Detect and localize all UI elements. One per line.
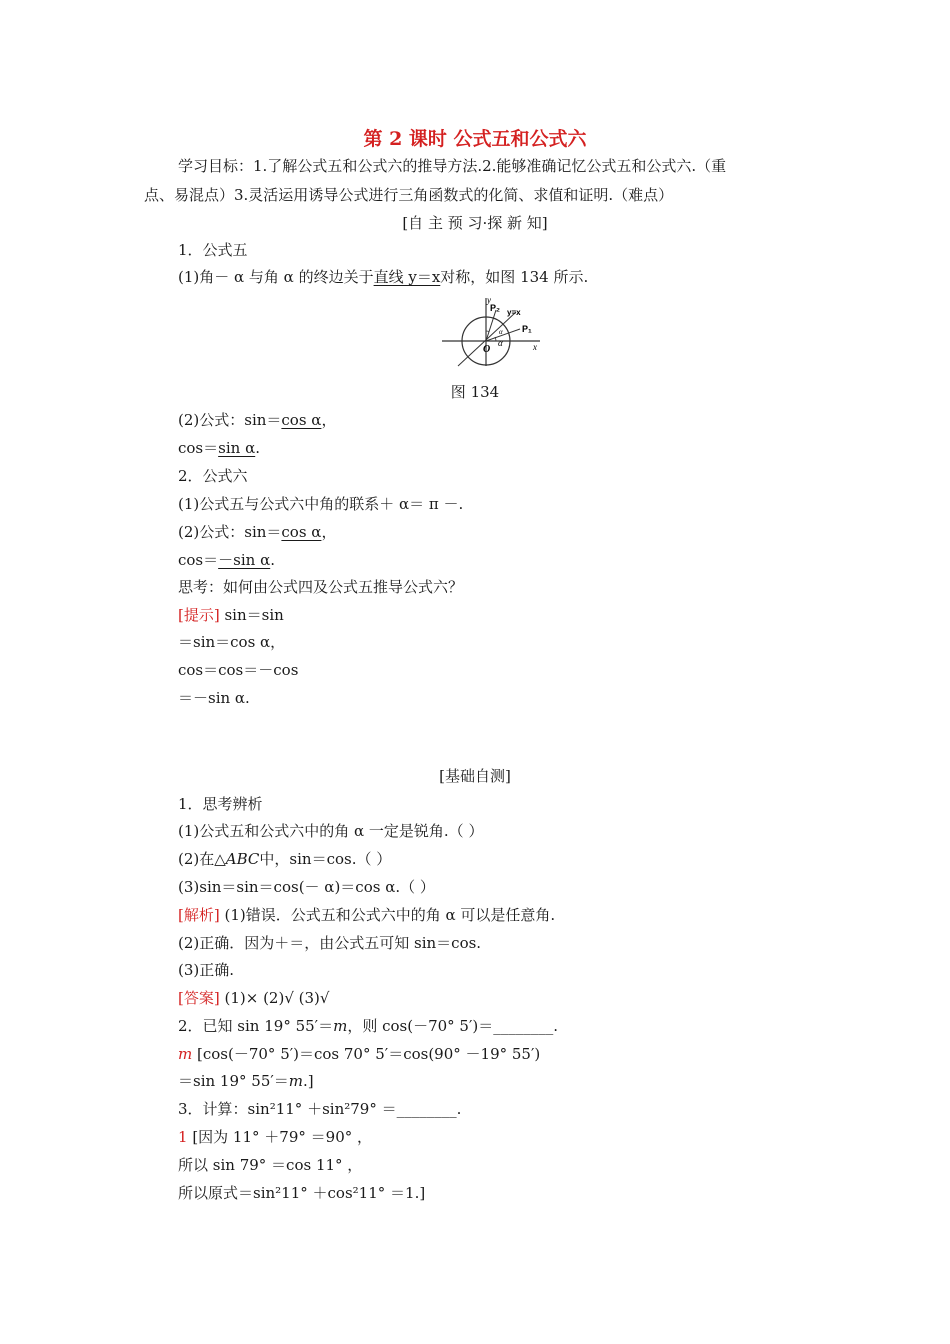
q3-solution-3: 所以原式＝sin²11° ＋cos²11° ＝1.] <box>178 1184 426 1202</box>
q2-question-after: ，则 cos(－70° 5′)＝________. <box>347 1017 559 1035</box>
q2-sol2-m: m <box>288 1072 304 1090</box>
answer-tag: [答案] <box>178 989 220 1007</box>
formula5-para-2 <box>178 410 336 430</box>
q2-answer: m <box>178 1045 193 1063</box>
formula5-heading: 1．公式五 <box>178 241 248 259</box>
triangle-abc: ABC <box>225 850 260 868</box>
formula5-p2-answer: cos α <box>281 411 322 429</box>
q1-item-2 <box>178 849 391 869</box>
q2-question-before: 2．已知 sin 19° 55′＝ <box>178 1017 334 1035</box>
formula6-p2-before: (2)公式：sin＝ <box>178 523 282 541</box>
formula6-p2-answer: cos α <box>281 523 322 541</box>
q1-analysis-1 <box>178 905 555 925</box>
formula5-p3-before: cos＝ <box>178 439 219 457</box>
unit-circle-figure <box>440 294 544 368</box>
x-label: x <box>533 342 537 352</box>
figure-caption: 图 134 <box>450 383 500 401</box>
think-hint-line-1 <box>178 605 284 625</box>
q2-sol-text-1: [cos(－70° 5′)＝cos 70° 5′＝cos(90° －19° 55′) <box>192 1045 541 1063</box>
lesson-title: 第 2 课时 公式五和公式六 <box>363 128 587 150</box>
think-hint-line-2: ＝sin＝cos α， <box>178 633 286 651</box>
origin-label: O <box>483 344 491 355</box>
alpha-label-2: α <box>499 328 503 336</box>
formula5-p1-answer: 直线 y＝x <box>373 268 441 286</box>
q2-sol2-before: ＝sin 19° 55′＝ <box>178 1072 289 1090</box>
q2-question-m: m <box>333 1017 348 1035</box>
alpha-label-1: α <box>498 338 503 348</box>
q3-solution-1 <box>178 1127 372 1147</box>
formula6-p3-before: cos＝ <box>178 551 219 569</box>
q3-answer: 1 <box>178 1128 188 1146</box>
formula5-p1-before: (1)角－ α 与角 α 的终边关于 <box>178 268 374 286</box>
formula5-p3-answer: sin α <box>218 439 256 457</box>
p1-label: P₁ <box>522 324 532 334</box>
q1-item2-before: (2)在△ <box>178 850 226 868</box>
q3-question: 3．计算：sin²11° ＋sin²79° ＝________. <box>178 1100 462 1118</box>
objectives-line-2: 点、易混点）3.灵活运用诱导公式进行三角函数式的化简、求值和证明.（难点） <box>144 186 674 204</box>
formula5-para-1 <box>178 267 588 287</box>
section-header-selftest: [基础自测] <box>439 767 511 785</box>
ray-op2 <box>486 310 496 341</box>
formula5-p1-after: 对称，如图 134 所示. <box>440 268 589 286</box>
formula6-para-1: (1)公式五与公式六中角的联系＋ α＝ π －. <box>178 495 464 513</box>
formula5-p2-after: ， <box>321 411 337 429</box>
p2-label: P₂ <box>490 303 501 313</box>
q2-solution-2 <box>178 1071 314 1091</box>
q1-heading: 1．思考辨析 <box>178 795 263 813</box>
q1-item-3: (3)sin＝sin＝cos(－ α)＝cos α.（ ） <box>178 878 435 896</box>
hint-text-1: sin＝sin <box>219 606 284 624</box>
formula6-para-3 <box>178 550 275 570</box>
formula6-heading: 2．公式六 <box>178 467 248 485</box>
line-label: y=x <box>507 308 521 317</box>
objectives-line-1: 学习目标：1.了解公式五和公式六的推导方法.2.能够准确记忆公式五和公式六.（重 <box>178 157 727 175</box>
q3-solution-2: 所以 sin 79° ＝cos 11° ， <box>178 1156 363 1174</box>
formula6-p3-answer: －sin α <box>218 551 271 569</box>
formula6-p2-after: ， <box>321 523 337 541</box>
q1-item-1: (1)公式五和公式六中的角 α 一定是锐角.（ ） <box>178 822 484 840</box>
think-question: 思考：如何由公式四及公式五推导公式六？ <box>178 578 464 596</box>
formula6-para-2 <box>178 522 336 542</box>
section-header-preview: [自 主 预 习·探 新 知] <box>402 214 548 232</box>
analysis-text-1: (1)错误．公式五和公式六中的角 α 可以是任意角. <box>219 906 556 924</box>
q2-question <box>178 1016 558 1036</box>
q1-analysis-2: (2)正确．因为＋＝，由公式五可知 sin＝cos. <box>178 934 482 952</box>
analysis-tag: [解析] <box>178 906 220 924</box>
formula6-p3-after: . <box>270 551 275 569</box>
y-label: y <box>487 295 491 305</box>
q1-analysis-3: (3)正确. <box>178 961 235 979</box>
q2-solution-1 <box>178 1044 540 1064</box>
q3-sol-text-1: [因为 11° ＋79° ＝90° ， <box>187 1128 373 1146</box>
q1-item2-after: 中，sin＝cos.（ ） <box>259 850 392 868</box>
think-hint-line-4: ＝－sin α. <box>178 689 250 707</box>
formula5-p3-after: . <box>255 439 260 457</box>
answer-text: (1)× (2)√ (3)√ <box>219 989 330 1007</box>
q1-answer <box>178 988 329 1008</box>
hint-tag: [提示] <box>178 606 220 624</box>
think-hint-line-3: cos＝cos＝－cos <box>178 661 299 679</box>
q2-sol2-after: .] <box>303 1072 314 1090</box>
formula5-p2-before: (2)公式：sin＝ <box>178 411 282 429</box>
formula5-para-3 <box>178 438 260 458</box>
